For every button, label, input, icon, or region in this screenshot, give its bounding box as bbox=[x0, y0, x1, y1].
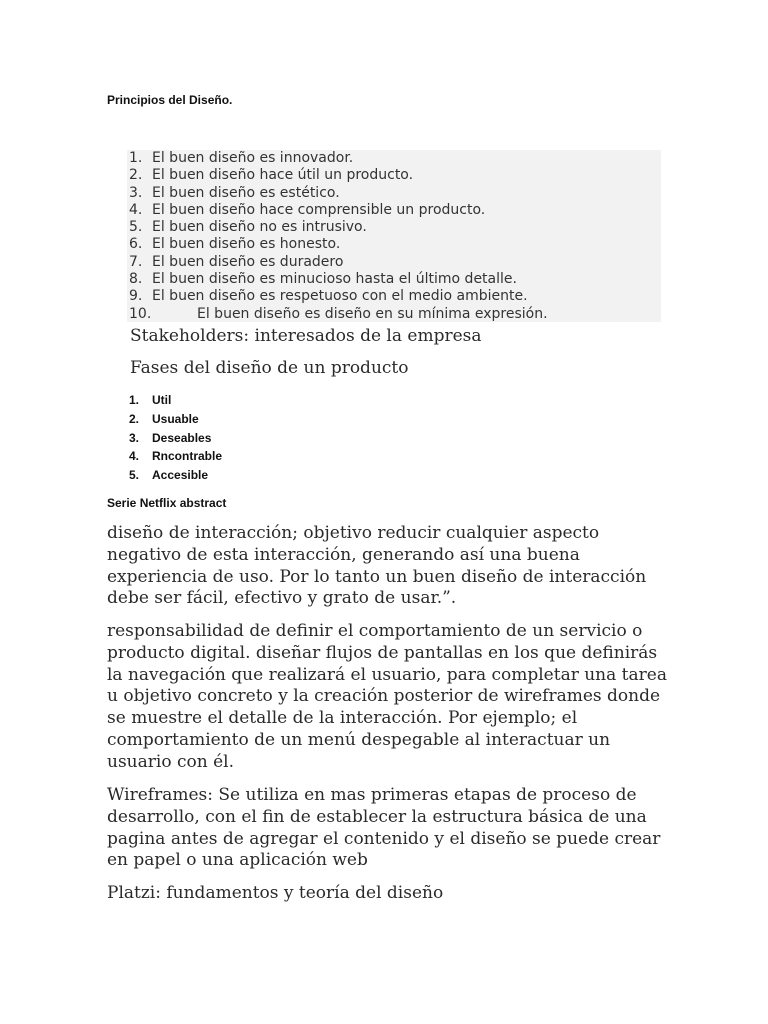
phase-item: 4. Rncontrable bbox=[129, 449, 223, 464]
principle-item: 7. El buen diseño es duradero bbox=[129, 253, 344, 270]
wireframes-paragraph: Wireframes: Se utiliza en mas primeras etapas de proceso de desarrollo, con el fin de establecer la estructura básica de una pagina antes de agregar el contenido y el diseño se puede crear en papel o una aplicación web bbox=[107, 785, 661, 871]
principle-item: 10. El buen diseño es diseño en su mínima expresión. bbox=[129, 305, 548, 322]
principle-item: 2. El buen diseño hace útil un producto. bbox=[129, 167, 414, 184]
principle-item: 9. El buen diseño es respetuoso con el medio ambiente. bbox=[129, 288, 528, 305]
principle-item: 3. El buen diseño es estético. bbox=[129, 184, 340, 201]
principle-item: 6. El buen diseño es honesto. bbox=[129, 236, 341, 253]
interaction-design-paragraph: diseño de interacción; objetivo reducir cualquier aspecto negativo de esta interacción, generando así una buena experiencia de uso. Por lo tanto un buen diseño de interacción debe ser fácil, efectivo y grato de usar.”. bbox=[107, 523, 647, 609]
principle-item: 8. El buen diseño es minucioso hasta el último detalle. bbox=[129, 271, 517, 288]
phases-list bbox=[129, 391, 222, 485]
document-title: Principios del Diseño. bbox=[107, 93, 233, 107]
principles-list bbox=[129, 150, 548, 323]
phase-item: 5. Accesible bbox=[129, 468, 209, 483]
phase-item: 2. Usuable bbox=[129, 411, 199, 426]
principle-item: 5. El buen diseño no es intrusivo. bbox=[129, 219, 367, 236]
phases-heading: Fases del diseño de un producto bbox=[130, 358, 409, 378]
phase-item: 1. Util bbox=[129, 393, 172, 407]
principle-item: 4. El buen diseño hace comprensible un producto. bbox=[129, 201, 486, 218]
responsibility-paragraph: responsabilidad de definir el comportamiento de un servicio o producto digital. diseñar flujos de pantallas en los que definirás la navegación que realizará el usuario, para completar una tarea u objetivo concreto y la creación posterior de wireframes donde se muestre el detalle de la interacción. Por ejemplo; el comportamiento de un menú despegable al interactuar un usuario con él. bbox=[107, 621, 667, 772]
phase-item: 3. Deseables bbox=[129, 430, 212, 445]
platzi-paragraph: Platzi: fundamentos y teoría del diseño bbox=[107, 883, 444, 903]
netflix-heading: Serie Netflix abstract bbox=[107, 496, 227, 510]
stakeholders-text: Stakeholders: interesados de la empresa bbox=[130, 326, 482, 346]
principle-item: 1. El buen diseño es innovador. bbox=[129, 150, 354, 166]
